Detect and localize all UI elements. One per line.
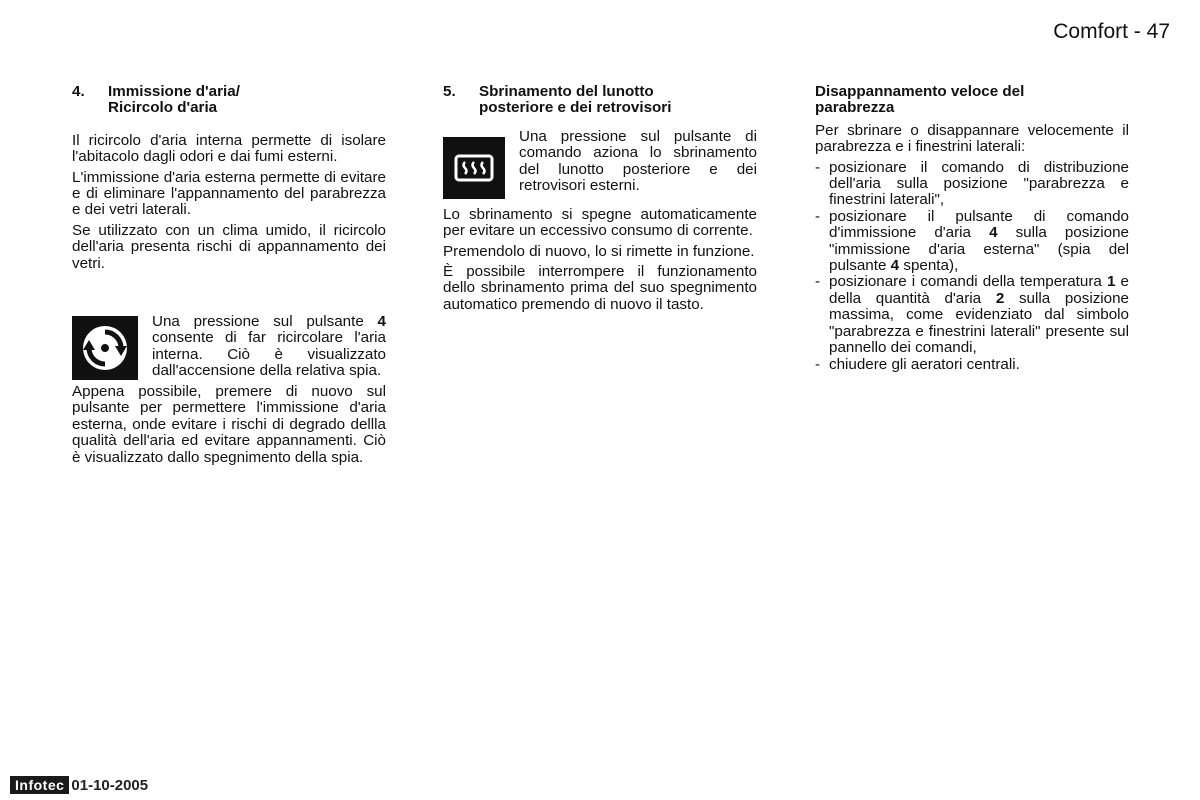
list-item-text: posizionare il comando di distribuzione dell'aria sulla posizione "parabrezza e finestrini laterali", [829,158,1129,209]
paragraph: Premendolo di nuovo, lo si rimette in funzione. [443,242,755,260]
text-fragment: consente di far ricircolare l'aria interna. Ciò è visualizzato dall'accensione della relativa spia. [152,329,386,380]
heading-line: parabrezza [815,99,895,117]
text-fragment: Una pressione sul pulsante [152,313,364,331]
paragraph: L'immissione d'aria esterna permette di evitare e di eliminare l'appannamento del parabrezza e dei vetri laterali. [72,168,386,219]
control-number: 2 [995,289,1005,307]
text-fragment: sulla posizione massima, come evidenziato dal simbolo "parabrezza e finestrini laterali" presente sul pannello dei comandi, [829,289,1130,357]
page-number: 47 [1146,20,1170,43]
paragraph: Il ricircolo d'aria interna permette di isolare l'abitacolo dagli odori e dai fumi esterni. [72,131,386,166]
section-heading-4 [72,84,386,117]
paragraph: È possibile interrompere il funzionamento dello sbrinamento prima del suo spegnimento automatico premendo di nuovo il tasto. [443,263,757,313]
button-number: 4 [890,257,900,275]
bullet-dash: - [815,207,821,225]
section-title: Comfort [1053,20,1128,43]
text-fragment: sulla posizione "immissione d'aria esterna" (spia del pulsante [829,224,1129,275]
list-item-text [829,274,1129,356]
text-fragment: posizionare il pulsante di comando d'immissione d'aria [829,207,1129,242]
icon-description [152,314,386,380]
heading-line: Ricircolo d'aria [108,99,218,117]
paragraph: Appena possibile, premere di nuovo sul pulsante per permettere l'immissione d'aria esterna, onde evitare i rischi di degrado dellla qualità dell'aria ed evitare appannamenti. Ciò è visualizzato dallo spegnimento della spia. [72,383,386,466]
list-item [815,209,1129,275]
icon-description: Una pressione sul pulsante di comando aziona lo sbrinamento del lunotto posteriore e dei retrovisori esterni. [519,127,757,195]
footer [10,776,148,794]
paragraph: Lo sbrinamento si spegne automaticamente per evitare un eccessivo consumo di corrente. [443,205,757,240]
instruction-list [815,160,1129,373]
bullet-dash: - [815,355,821,373]
section-number: 5. [443,83,456,100]
header-separator: - [1133,20,1141,43]
heading-line: Disappannamento veloce del [815,83,1025,100]
text-fragment: spenta), [903,257,959,275]
column-air-intake [72,84,386,470]
button-number: 4 [989,224,998,242]
air-recirculation-icon [72,316,138,380]
list-item [815,274,1129,356]
text-fragment: e della quantità d'aria [829,273,1129,307]
page-header [1053,20,1170,44]
list-item [815,357,1129,373]
bullet-dash: - [815,273,821,291]
section-heading-demist [815,84,1129,117]
paragraph: Per sbrinare o disappannare velocemente il parabrezza e i finestrini laterali: [815,121,1129,156]
infotec-logo: Infotec [10,776,69,794]
heading-line: Sbrinamento del lunotto [479,83,654,100]
icon-row-defrost [443,129,757,199]
rear-defrost-icon [443,137,505,199]
list-item [815,160,1129,209]
heading-line: Immissione d'aria/ [108,83,240,100]
paragraph: Se utilizzato con un clima umido, il ricircolo dell'aria presenta rischi di appannamento dei vetri. [72,221,386,272]
section-number: 4. [72,83,85,100]
icon-row-recirculation [72,314,386,380]
list-item-text: chiudere gli aeratori centrali. [829,355,1020,373]
control-number: 1 [1106,273,1116,291]
bullet-dash: - [815,158,821,176]
column-windscreen-demist [815,84,1129,373]
button-number: 4 [377,313,386,331]
list-item-text [829,209,1129,275]
text-fragment: posizionare i comandi della temperatura [829,273,1102,291]
column-rear-defrost [443,84,757,317]
section-heading-5 [443,84,757,117]
heading-line: posteriore e dei retrovisori [479,99,672,117]
print-date: 01-10-2005 [71,776,149,794]
